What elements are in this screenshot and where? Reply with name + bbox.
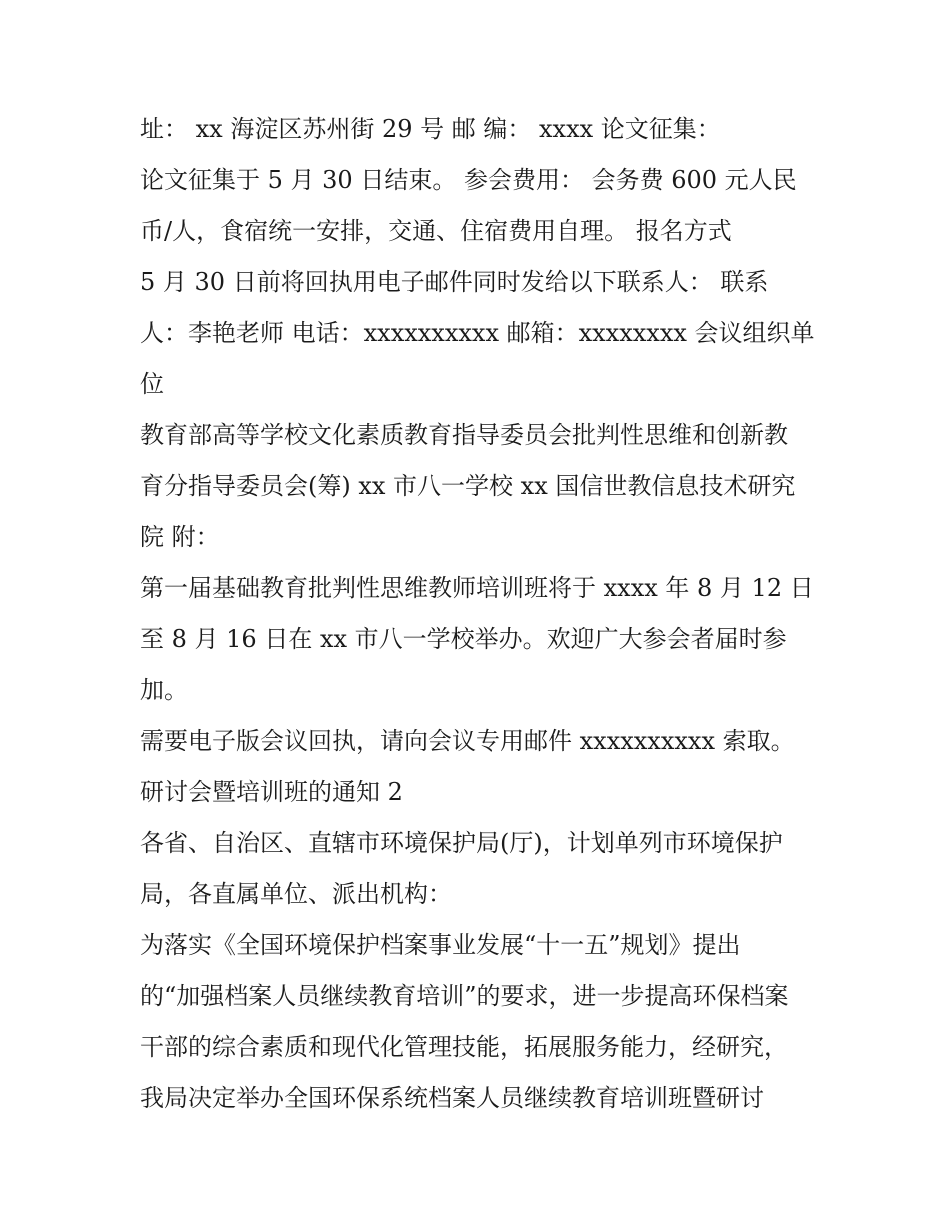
text-line: 教育部高等学校文化素质教育指导委员会批判性思维和创新教 (140, 421, 788, 449)
text-line: 局，各直属单位、派出机构： (140, 880, 452, 908)
text-line: 育分指导委员会(筹) xx 市八一学校 xx 国信世教信息技术研究 (140, 472, 796, 500)
text-line: 人：李艳老师 电话：xxxxxxxxxx 邮箱：xxxxxxxx 会议组织单 (140, 319, 815, 347)
text-line: 第一届基础教育批判性思维教师培训班将于 xxxx 年 8 月 12 日 (140, 574, 814, 602)
text-line: 位 (140, 370, 164, 398)
text-line: 我局决定举办全国环保系统档案人员继续教育培训班暨研讨 (140, 1084, 764, 1112)
text-line: 的“加强档案人员继续教育培训”的要求，进一步提高环保档案 (140, 982, 789, 1010)
text-line: 址： xx 海淀区苏州街 29 号 邮 编： xxxx 论文征集： (140, 115, 721, 143)
text-line: 论文征集于 5 月 30 日结束。 参会费用： 会务费 600 元人民 (140, 166, 797, 194)
section-heading: 研讨会暨培训班的通知 2 (140, 778, 403, 806)
text-line: 干部的综合素质和现代化管理技能，拓展服务能力，经研究， (140, 1033, 788, 1061)
text-line: 院 附： (140, 523, 220, 551)
text-line: 需要电子版会议回执，请向会议专用邮件 xxxxxxxxxx 索取。 (140, 727, 795, 755)
text-line: 加。 (140, 676, 188, 704)
text-line: 为落实《全国环境保护档案事业发展“十一五”规划》提出 (140, 931, 741, 959)
document-body (140, 104, 830, 1124)
text-line: 币/人，食宿统一安排，交通、住宿费用自理。 报名方式 (140, 217, 732, 245)
text-line: 5 月 30 日前将回执用电子邮件同时发给以下联系人： 联系 (140, 268, 769, 296)
text-line: 至 8 月 16 日在 xx 市八一学校举办。欢迎广大参会者届时参 (140, 625, 787, 653)
text-line: 各省、自治区、直辖市环境保护局(厅)，计划单列市环境保护 (140, 829, 783, 857)
